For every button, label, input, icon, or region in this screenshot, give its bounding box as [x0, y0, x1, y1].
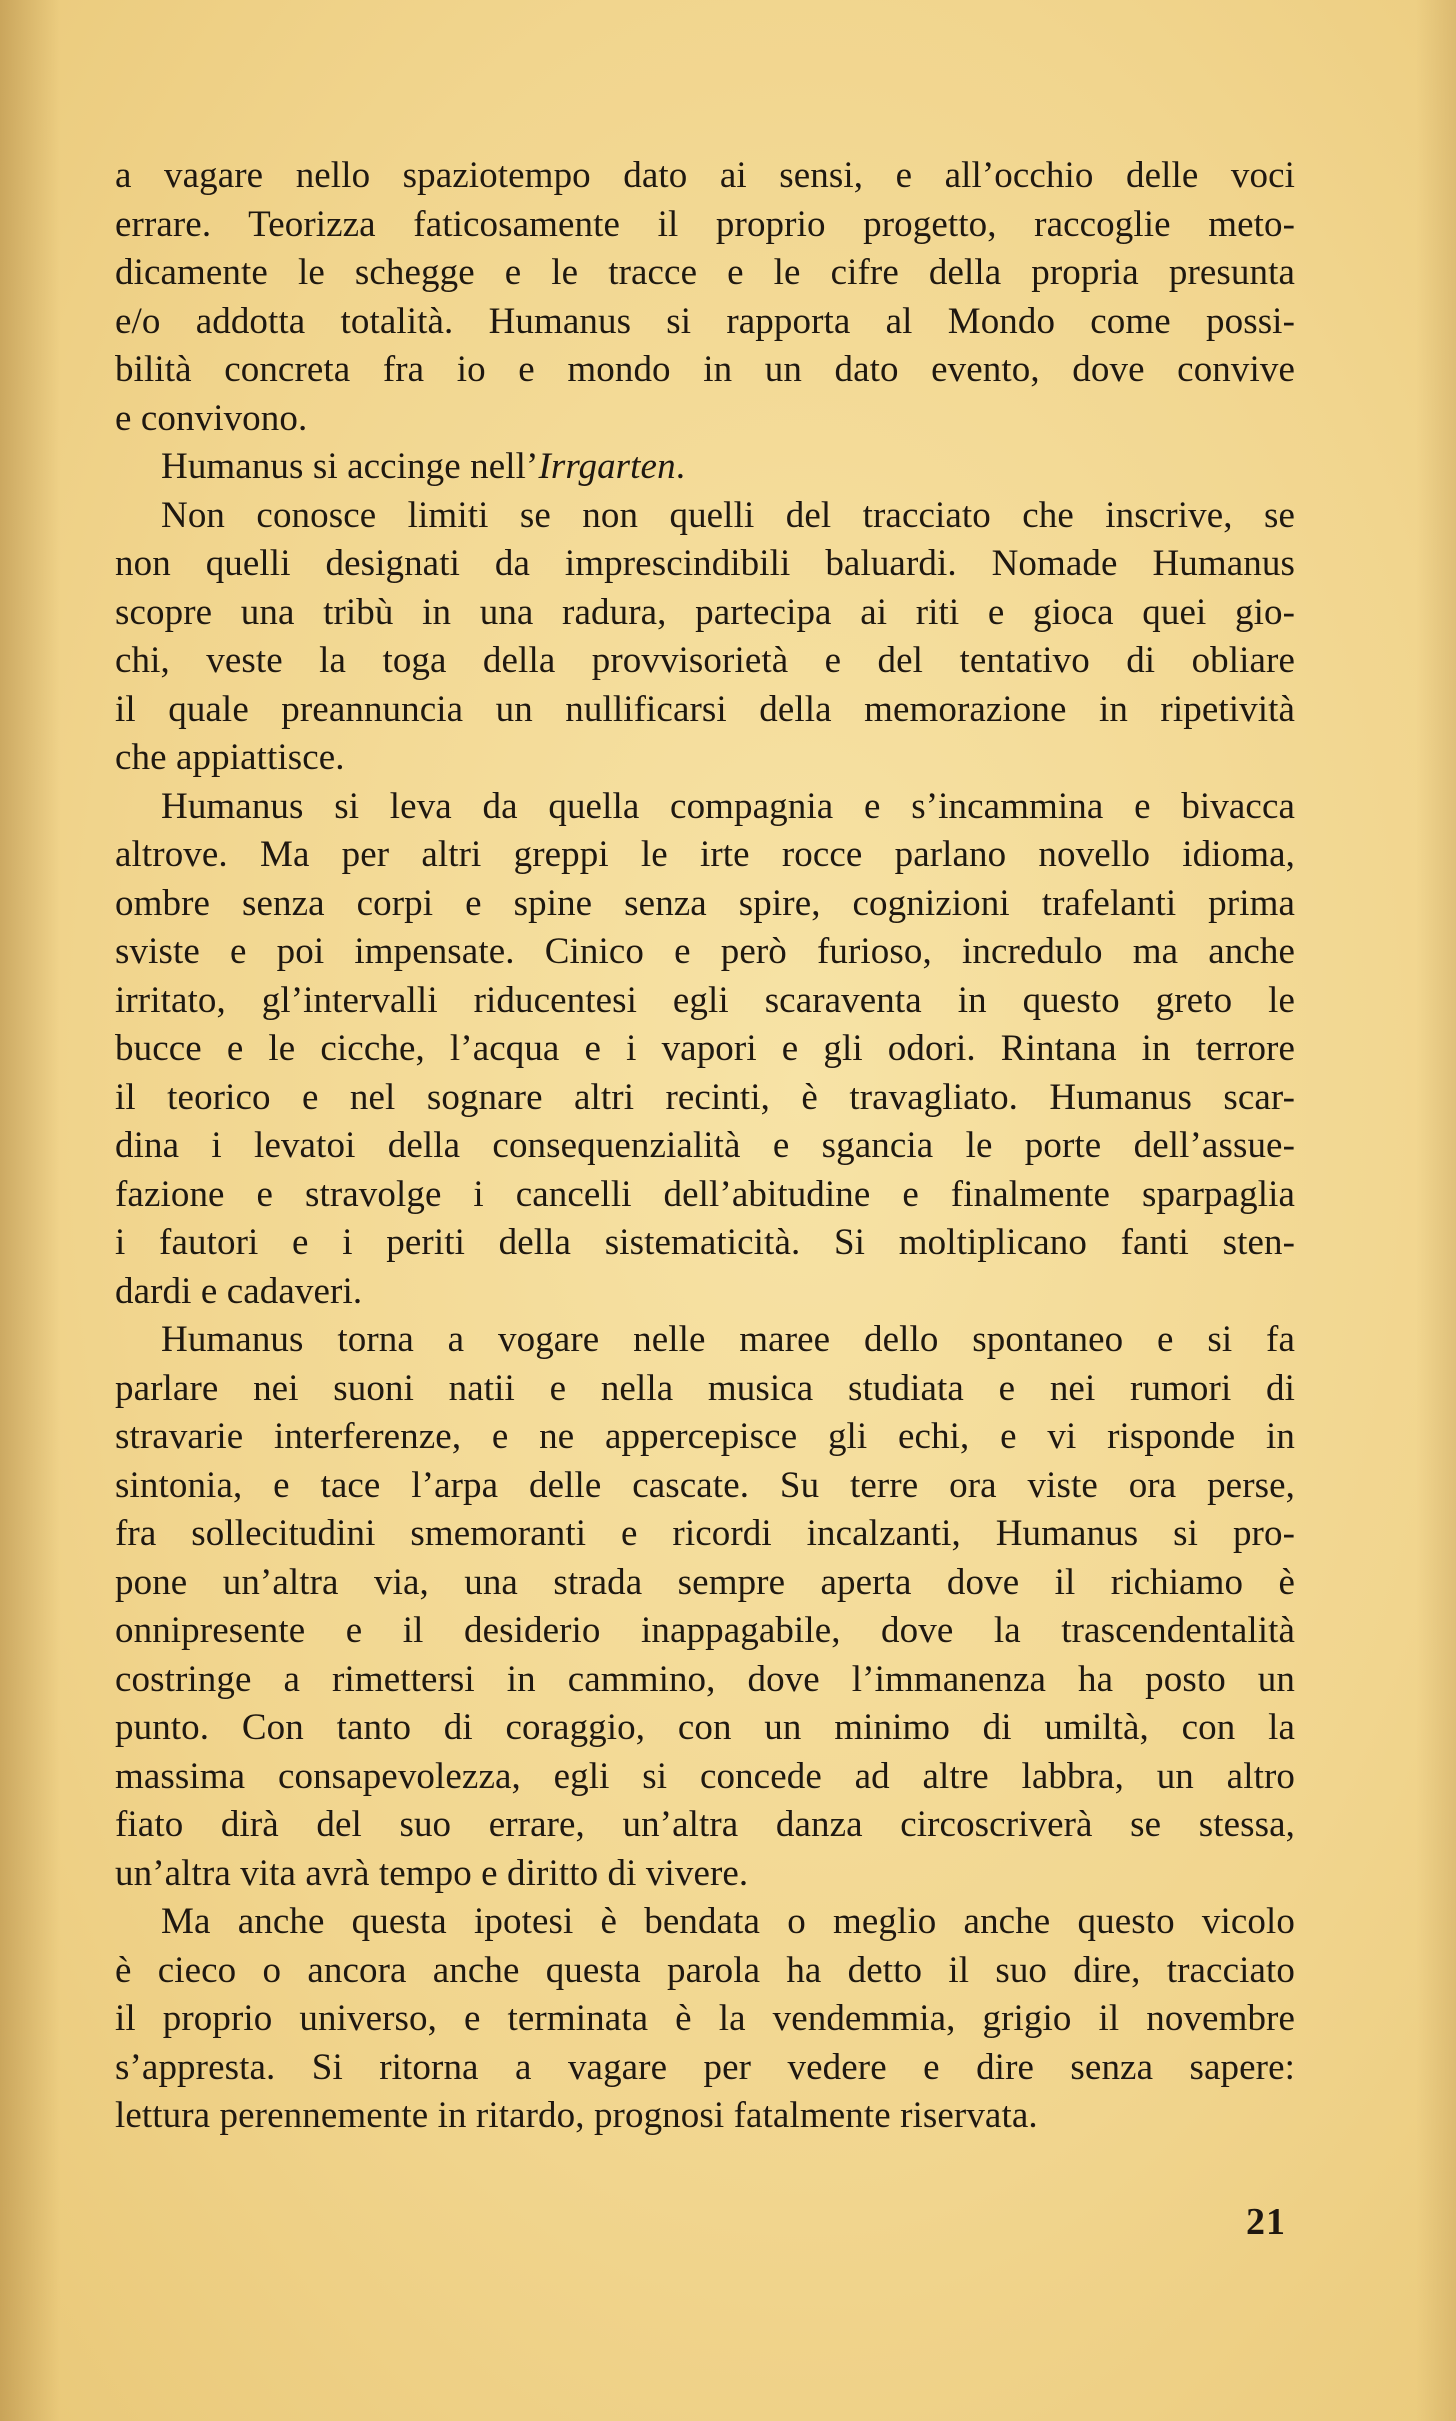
text-line: e convivono.: [115, 397, 308, 439]
text-line: onnipresente e il desiderio inappagabile, dove la trascendentalità: [115, 1610, 1295, 1651]
text-line: errare. Teorizza faticosamente il proprio progetto, raccoglie meto-: [115, 203, 1295, 245]
text-line: scopre una tribù in una radura, partecipa ai riti e gioca quei gio-: [115, 591, 1295, 633]
text-line: che appiattisce.: [115, 737, 345, 778]
italic-term: Irrgarten: [538, 446, 676, 487]
text-line: Ma anche questa ipotesi è bendata o meglio anche questo vicolo: [161, 1901, 1295, 1942]
text-line: i fautori e i periti della sistematicità. Si moltiplicano fanti sten-: [115, 1222, 1295, 1263]
text-line: lettura perennemente in ritardo, prognosi fatalmente riservata.: [115, 2095, 1038, 2136]
text-line: a vagare nello spaziotempo dato ai sensi, e all’occhio delle voci: [115, 155, 1295, 196]
text-line: fra sollecitudini smemoranti e ricordi incalzanti, Humanus si pro-: [115, 1513, 1295, 1554]
text-line: un’altra vita avrà tempo e diritto di vivere.: [115, 1852, 749, 1894]
text-line: dina i levatoi della consequenzialità e sgancia le porte dell’assue-: [115, 1125, 1295, 1166]
paragraph: [115, 1316, 1295, 1898]
text-line: il quale preannuncia un nullificarsi della memorazione in ripetività: [115, 688, 1295, 730]
text-line: il proprio universo, e terminata è la vendemmia, grigio il novembre: [115, 1998, 1295, 2039]
text-line: parlare nei suoni natii e nella musica studiata e nei rumori di: [115, 1367, 1295, 1409]
paragraph: [115, 1898, 1295, 2141]
paragraph: [115, 492, 1295, 783]
text-line: Humanus si leva da quella compagnia e s’incammina e bivacca: [161, 785, 1295, 827]
text-line: massima consapevolezza, egli si concede ad altre labbra, un altro: [115, 1755, 1295, 1797]
text-line: dicamente le schegge e le tracce e le cifre della propria presunta: [115, 252, 1295, 293]
text-line: s’appresta. Si ritorna a vagare per vedere e dire senza sapere:: [115, 2046, 1295, 2088]
text-line: stravarie interferenze, e ne appercepisce gli echi, e vi risponde in: [115, 1416, 1295, 1457]
text-line: sintonia, e tace l’arpa delle cascate. Su terre ora viste ora perse,: [115, 1464, 1295, 1506]
text-line: punto. Con tanto di coraggio, con un minimo di umiltà, con la: [115, 1707, 1295, 1748]
page-number: 21: [1246, 2201, 1286, 2243]
text-line: sviste e poi impensate. Cinico e però furioso, incredulo ma anche: [115, 931, 1295, 972]
text-line: bilità concreta fra io e mondo in un dato evento, dove convive: [115, 349, 1295, 390]
text-line: fazione e stravolge i cancelli dell’abitudine e finalmente sparpaglia: [115, 1173, 1295, 1215]
text-line: dardi e cadaveri.: [115, 1270, 363, 1312]
text-line: chi, veste la toga della provvisorietà e del tentativo di obliare: [115, 640, 1295, 681]
text-line: non quelli designati da imprescindibili baluardi. Nomade Humanus: [115, 543, 1295, 584]
text-line: bucce e le cicche, l’acqua e i vapori e gli odori. Rintana in terrore: [115, 1028, 1295, 1069]
text-line: Non conosce limiti se non quelli del tracciato che inscrive, se: [161, 494, 1295, 536]
paragraph: [115, 152, 1295, 443]
body-text: [115, 152, 1295, 2141]
text-line: altrove. Ma per altri greppi le irte rocce parlano novello idioma,: [115, 834, 1295, 875]
text-line: fiato dirà del suo errare, un’altra danza circoscriverà se stessa,: [115, 1804, 1295, 1845]
text-line: costringe a rimettersi in cammino, dove l’immanenza ha posto un: [115, 1658, 1295, 1700]
text-line: Humanus si accinge nell’Irrgarten.: [161, 446, 686, 487]
text-line: irritato, gl’intervalli riducentesi egli scaraventa in questo greto le: [115, 979, 1295, 1021]
text-line: è cieco o ancora anche questa parola ha detto il suo dire, tracciato: [115, 1949, 1295, 1991]
paragraph: [115, 443, 1295, 492]
paragraph: [115, 783, 1295, 1317]
text-line: ombre senza corpi e spine senza spire, cognizioni trafelanti prima: [115, 882, 1295, 924]
text-line: Humanus torna a vogare nelle maree dello spontaneo e si fa: [161, 1319, 1295, 1360]
text-line: e/o addotta totalità. Humanus si rapporta al Mondo come possi-: [115, 300, 1295, 342]
text-line: il teorico e nel sognare altri recinti, è travagliato. Humanus scar-: [115, 1076, 1295, 1118]
text-line: pone un’altra via, una strada sempre aperta dove il richiamo è: [115, 1561, 1295, 1603]
